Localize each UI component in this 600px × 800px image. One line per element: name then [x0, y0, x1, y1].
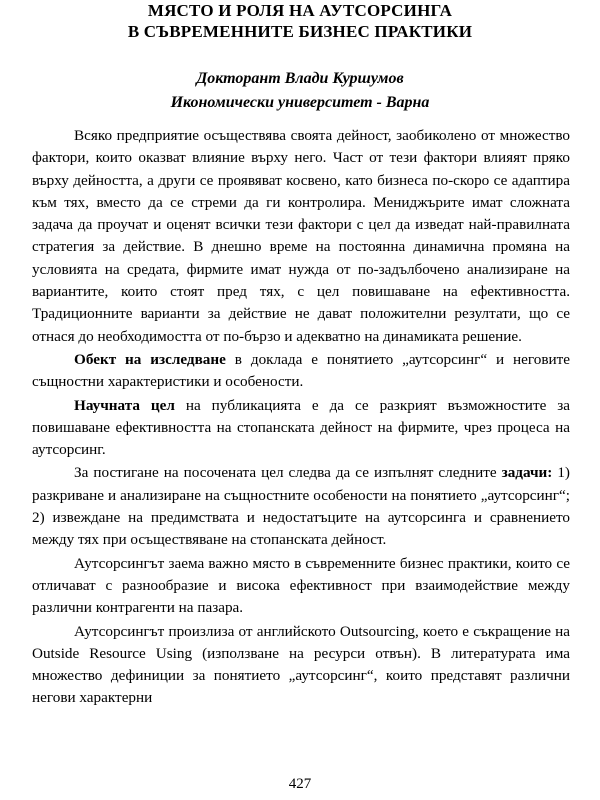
paragraph-outsourcing-origin: Аутсорсингът произлиза от английското Outsourcing, което е съкращение на Outside Resource Using (използване на ресурси отвън). В литературата има множество дефиниции за понятието „аутсорсинг“, които представят различни негови характерни: [32, 622, 570, 707]
bold-term-goal: Научната цел: [74, 396, 175, 414]
paragraph-object: [32, 349, 570, 394]
author-name: Докторант Влади Куршумов: [196, 70, 404, 87]
paragraph-intro: Всяко предприятие осъществява своята дейност, заобиколено от множество фактори, които оказват влияние върху него. Част от тези фактори влияят пряко върху дейността, а други се проявяват косвено, като бизнеса по-скоро се адаптира към тях, вместо да се стреми да ги контролира. Мениджърите имат сложната задача да проучат и оценят всички тези фактори с цел да изведат най-правилната стратегия за действие. В днешно време на постоянна динамична промяна на условията на средата, фирмите имат нужда от по-задълбочено анализиране на вариантите, които стоят пред тях, с цел повишаване на ефективността. Традиционните варианти за действие не дават положителни резултати, що се отнася до необходимостта от по-бързо и адекватно на динамиката решение.: [32, 127, 570, 345]
paragraph-goal: [32, 395, 570, 462]
paper-title-line-2: В СЪВРЕМЕННИТЕ БИЗНЕС ПРАКТИКИ: [127, 22, 473, 41]
body-text: [32, 125, 570, 710]
paragraph-tasks-lead: За постигане на посочената цел следва да се изпълнят следните: [74, 464, 502, 482]
paper-title-line-1: МЯСТО И РОЛЯ НА АУТСОРСИНГА: [147, 1, 453, 20]
bold-term-tasks: задачи:: [501, 464, 553, 482]
paragraph-tasks-text: 1) разкриване и анализиране на същностните особености на понятието „аутсорсинг“; 2) извеждане на предимствата и недостатъците на аутсорсинга и сравнението между тях при осъществяване на стопанската дейност.: [32, 464, 570, 549]
paragraph-goal-text: на публикацията е да се разкрият възможностите за повишаване ефективността на стопанската дейност на фирмите, чрез процеса на аутсорсинг.: [32, 396, 570, 459]
bold-term-object: Обект на изследване: [74, 350, 226, 368]
paragraph-object-text: в доклада е понятието „аутсорсинг“ и неговите същностни характеристики и особености.: [32, 350, 570, 391]
paragraph-tasks: [32, 462, 570, 551]
page-number: 427: [288, 776, 312, 792]
author-affiliation: Икономически университет - Варна: [170, 94, 430, 111]
paragraph-outsourcing-role: Аутсорсингът заема важно място в съвременните бизнес практики, които се отличават с разнообразие и висока ефективност при взаимодействие между различни контрагенти на пазара.: [32, 554, 570, 617]
